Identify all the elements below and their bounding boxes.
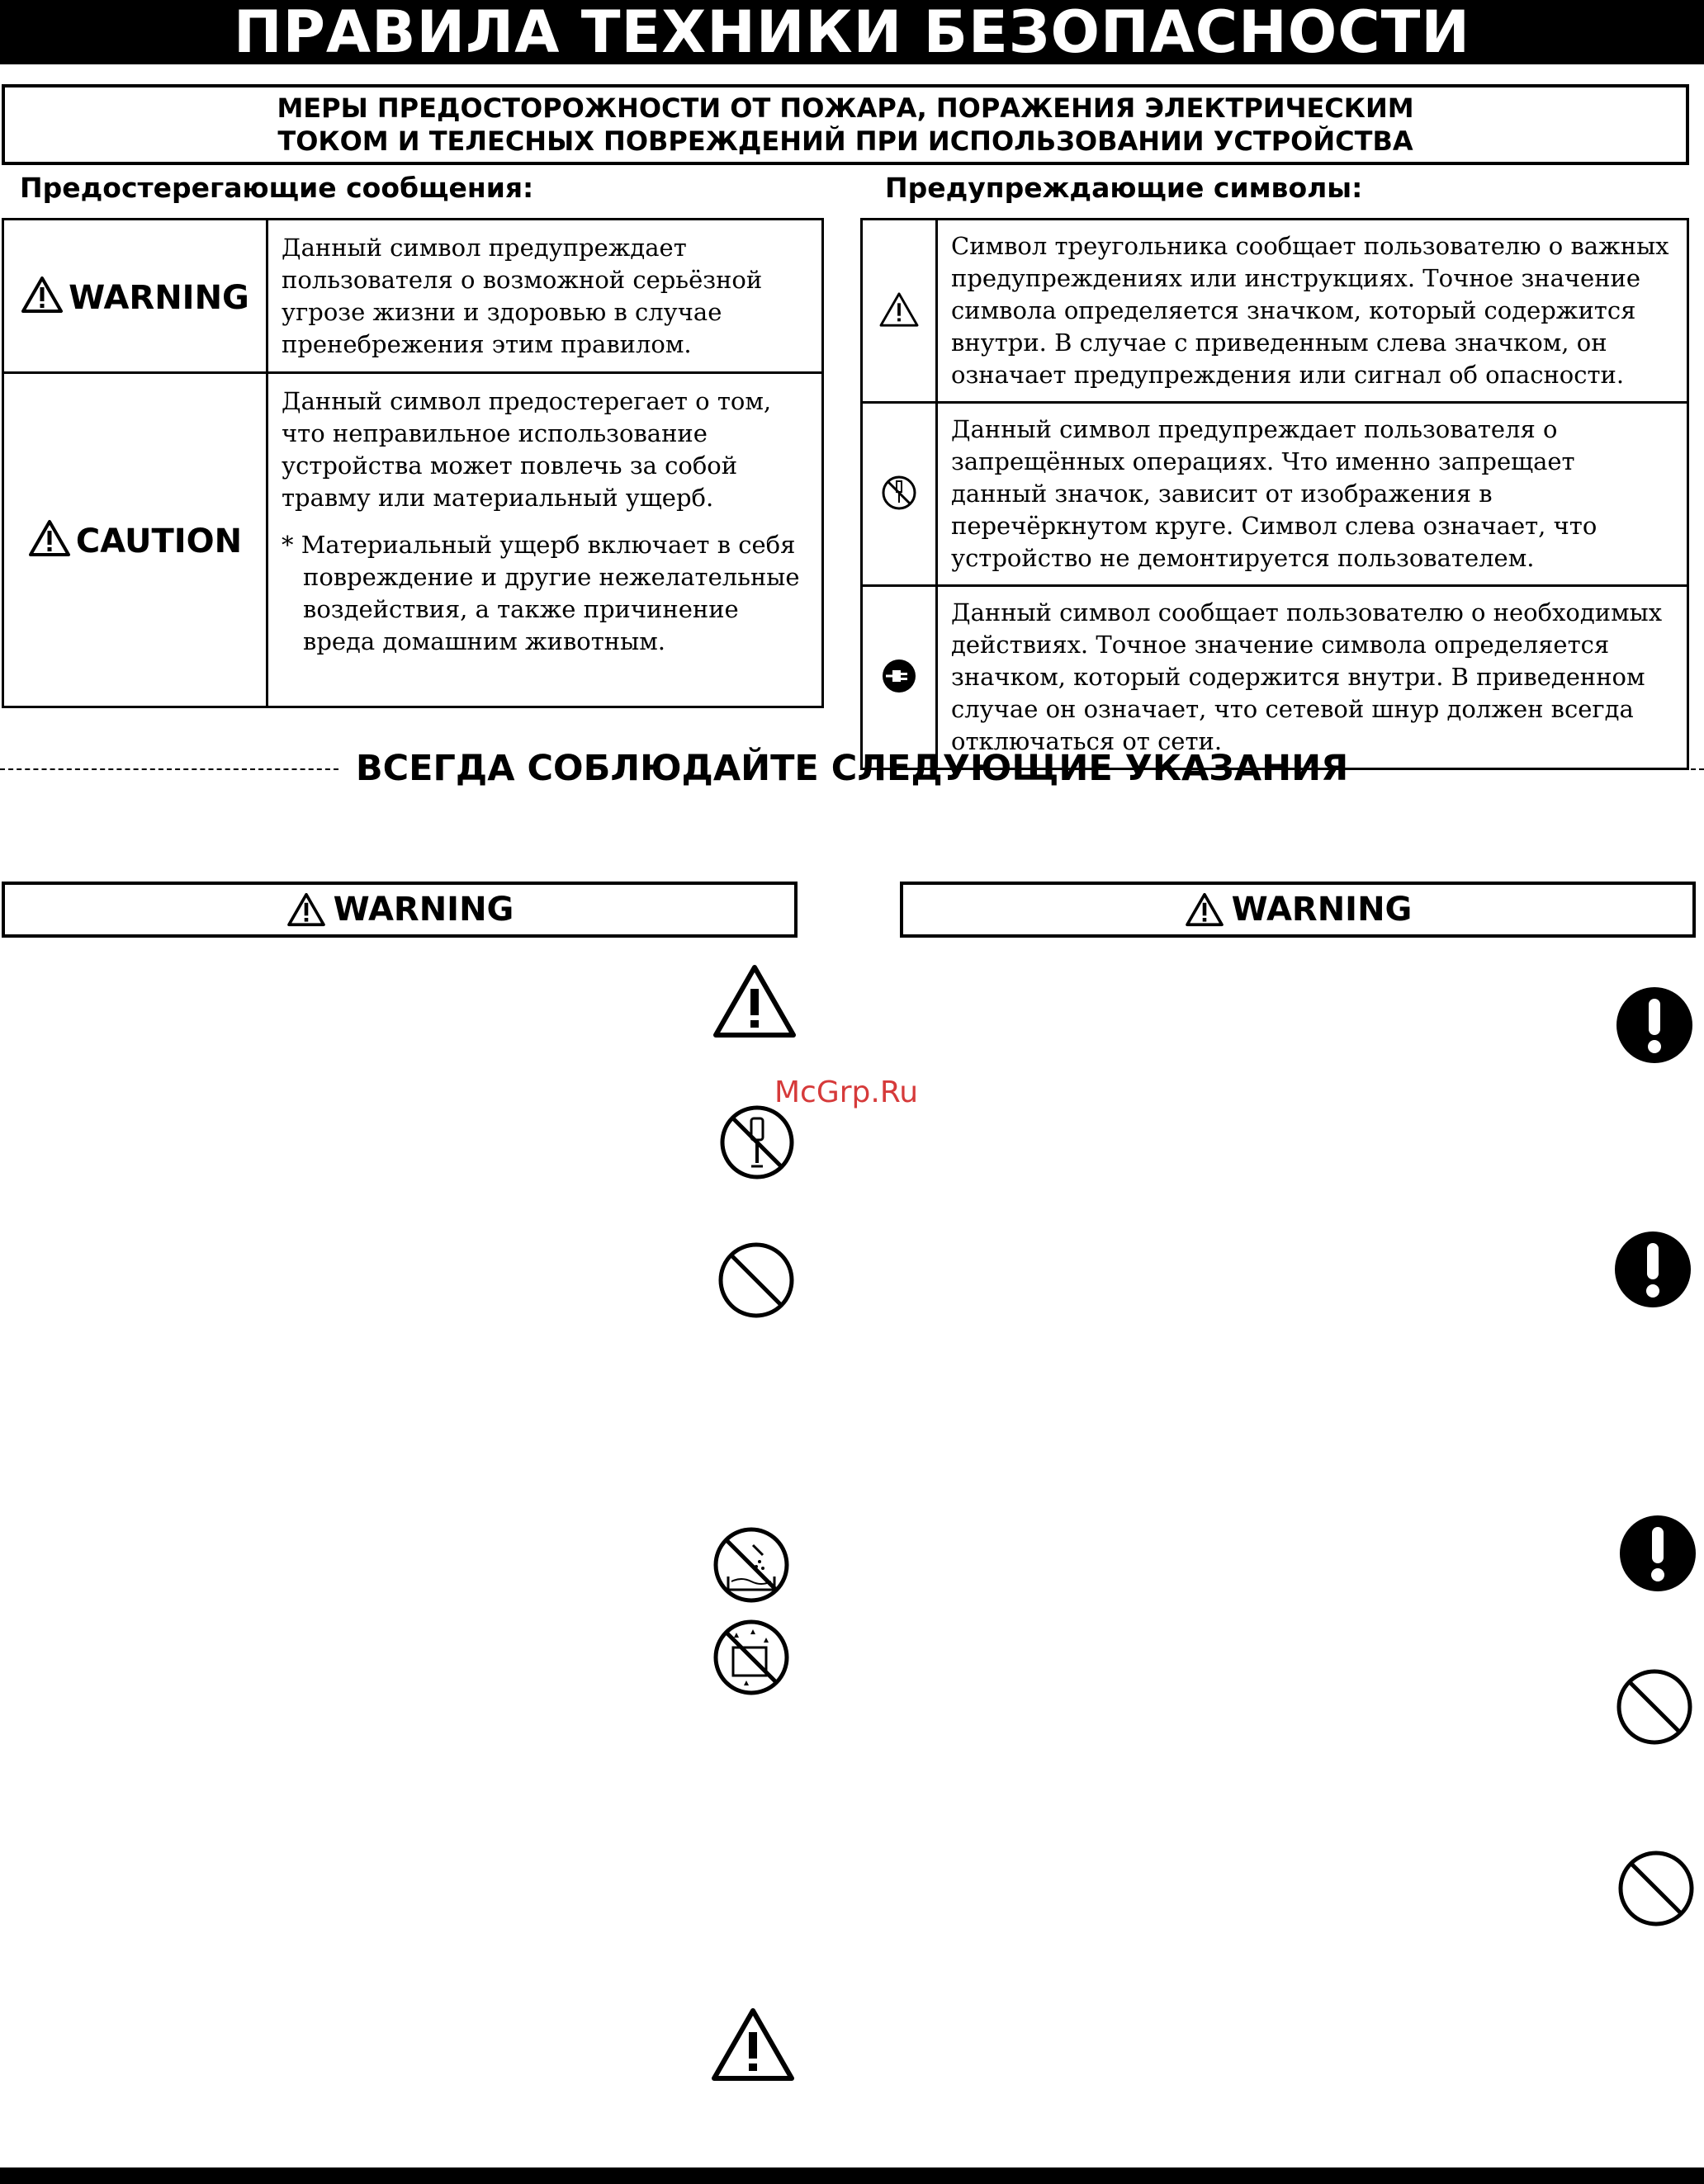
- no-disassemble-icon: [718, 1104, 796, 1181]
- always-heading: ВСЕГДА СОБЛЮДАЙТЕ СЛЕДУЮЩИЕ УКАЗАНИЯ: [355, 748, 1349, 789]
- caution-note: * Материальный ущерб включает в себя повреждение и другие нежелательные воздействия, а также причинение вреда домашним животным.: [282, 531, 800, 655]
- mandatory-action-icon: [1613, 1230, 1692, 1309]
- warning-box-right-label: WARNING: [1231, 891, 1413, 929]
- subtitle-box: [2, 84, 1689, 165]
- bottom-bar: [0, 2167, 1704, 2184]
- caution-triangle-icon: [878, 291, 920, 328]
- mandatory-action-icon: [1618, 1514, 1697, 1593]
- page-title: ПРАВИЛА ТЕХНИКИ БЕЗОПАСНОСТИ: [0, 0, 1704, 64]
- warning-label-cell: [3, 220, 267, 373]
- warning-triangle-icon: [21, 276, 64, 314]
- dash-divider-right: [1298, 768, 1704, 770]
- symbol-description-1: Символ треугольника сообщает пользователю о важных предупреждениях или инструкциях. Точное значение символа определяется значком, который содержится внутри. В случае с приведенным слева значком, он означает предупреждения или сигнал об опасности.: [937, 220, 1688, 403]
- warning-label: WARNING: [69, 278, 249, 317]
- symbols-table: [860, 218, 1689, 770]
- no-disassemble-icon: [881, 475, 917, 511]
- messages-heading: Предостерегающие сообщения:: [20, 172, 534, 204]
- warning-box-left-label: WARNING: [333, 891, 514, 929]
- caution-triangle-icon: [28, 519, 71, 557]
- always-heading-row: [0, 743, 1704, 792]
- caution-description-cell: [267, 373, 823, 707]
- messages-table: [2, 218, 824, 708]
- symbol-description-3: Данный символ сообщает пользователю о необходимых действиях. Точное значение символа определяется значком, который содержится внутри. В приведенном случае он означает, что сетевой шнур должен всегда отключаться от сети.: [937, 586, 1688, 769]
- symbol-cell-1: [862, 220, 937, 403]
- symbol-cell-3: [862, 586, 937, 769]
- symbol-description-2: Данный символ предупреждает пользователя о запрещённых операциях. Что именно запрещает данный значок, зависит от изображения в перечёркнутом круге. Символ слева означает, что устройство не демонтируется пользователем.: [937, 403, 1688, 586]
- prohibited-icon: [717, 1241, 796, 1320]
- mandatory-action-icon: [1615, 986, 1694, 1065]
- caution-label: CAUTION: [75, 522, 243, 560]
- prohibited-icon: [1616, 1849, 1696, 1928]
- caution-label-cell: [3, 373, 267, 707]
- warning-box-left: [2, 882, 798, 938]
- warning-triangle-icon: [1184, 892, 1225, 927]
- subtitle-line-2: ТОКОМ И ТЕЛЕСНЫХ ПОВРЕЖДЕНИЙ ПРИ ИСПОЛЬЗОВАНИИ УСТРОЙСТВА: [277, 125, 1413, 157]
- warning-triangle-icon: [286, 892, 327, 927]
- no-water-icon: [712, 1525, 791, 1605]
- no-liquid-icon: [712, 1618, 791, 1697]
- warning-box-right: [900, 882, 1696, 938]
- caution-triangle-icon: [712, 964, 798, 1038]
- caution-triangle-icon: [710, 2007, 796, 2082]
- prohibited-icon: [1615, 1667, 1694, 1747]
- watermark: McGrp.Ru: [774, 1075, 919, 1109]
- subtitle-line-1: МЕРЫ ПРЕДОСТОРОЖНОСТИ ОТ ПОЖАРА, ПОРАЖЕНИЯ ЭЛЕКТРИЧЕСКИМ: [277, 92, 1414, 124]
- symbols-heading: Предупреждающие символы:: [885, 172, 1363, 204]
- caution-description: Данный символ предостерегает о том, что неправильное использование устройства может повлечь за собой травму или материальный ущерб.: [282, 387, 772, 512]
- symbol-cell-2: [862, 403, 937, 586]
- unplug-icon: [881, 658, 917, 694]
- warning-description: Данный символ предупреждает пользователя о возможной серьёзной угрозе жизни и здоровью в случае пренебрежения этим правилом.: [267, 220, 823, 373]
